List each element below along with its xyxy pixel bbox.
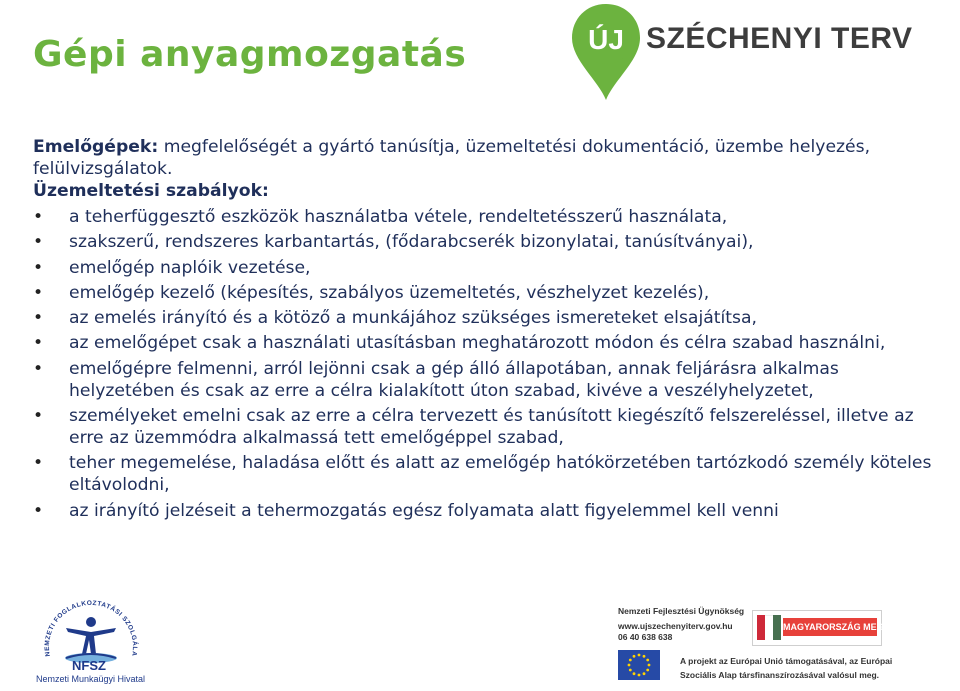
- intro-paragraph: [33, 136, 933, 180]
- bullet-icon: •: [33, 358, 44, 379]
- bullet-icon: •: [33, 406, 44, 427]
- intro-label: Emelőgépek:: [33, 137, 159, 157]
- svg-text:NEMZETI FOGLALKOZTATÁSI SZOLGÁ: [36, 596, 140, 657]
- rules-list: [33, 206, 933, 522]
- sponsor-footer: [618, 600, 960, 691]
- list-item: • teher megemelése, haladása előtt és alatt az emelőgép hatókörzetében tartózkodó személy köteles eltávolodni,: [33, 453, 932, 496]
- list-item: • szakszerű, rendszeres karbantartás, (fődarabcserék bizonylatai, tanúsítványai),: [33, 232, 754, 253]
- bullet-icon: •: [33, 308, 44, 329]
- list-item: • személyeket emelni csak az erre a célra tervezett és tanúsított kiegészítő felszereléssel, illetve az erre az üzemmódra alkalmassá tett emelőgéppel szabad,: [33, 406, 914, 449]
- map-pin-icon: [568, 2, 648, 102]
- logo-badge: ÚJ: [588, 24, 624, 55]
- logo-text: SZÉCHENYI TERV: [646, 22, 913, 55]
- eu-funding-text: A projekt az Európai Unió támogatásával, az Európai Szociális Alap társfinanszírozásával valósul meg.: [680, 656, 893, 680]
- list-item: • az emelőgépet csak a használati utasításban meghatározott módon és célra szabad használni,: [33, 333, 886, 354]
- campaign-label: MAGYARORSZÁG MEGÚJUL: [783, 618, 877, 636]
- nfsz-logo: [36, 596, 146, 691]
- list-item: • emelőgépre felmenni, arról lejönni csak a gép álló állapotában, annak feljárásra alkalmas helyzetében és csak az erre a célra kialakított úton szabad, kivéve a veszélyhelyzetet,: [33, 358, 839, 401]
- eu-flag-icon: [618, 650, 660, 680]
- list-item: • az irányító jelzéseit a tehermozgatás egész folyamata alatt figyelemmel kell venni: [33, 500, 779, 521]
- list-item: • a teherfüggesztő eszközök használatba vétele, rendeltetésszerű használata,: [33, 207, 728, 227]
- bullet-icon: •: [33, 453, 44, 474]
- bullet-icon: •: [33, 282, 44, 303]
- szechenyi-terv-logo: [568, 2, 913, 102]
- bullet-icon: •: [33, 257, 44, 278]
- bullet-icon: •: [33, 207, 44, 227]
- agency-phone: 06 40 638 638: [618, 632, 673, 642]
- nfsz-name: Nemzeti Munkaügyi Hivatal: [36, 674, 146, 684]
- list-item: • emelőgép naplóik vezetése,: [33, 257, 311, 278]
- campaign-badge: [752, 610, 908, 646]
- agency-name: Nemzeti Fejlesztési Ügynökség: [618, 606, 745, 616]
- bullet-icon: •: [33, 500, 44, 521]
- intro-text: megfelelőségét a gyártó tanúsítja, üzemeltetési dokumentáció, üzembe helyezés, felülvizsgálatok.: [33, 137, 871, 179]
- nfsz-ring-text: NEMZETI FOGLALKOZTATÁSI SZOLGÁLA: [43, 599, 139, 657]
- bullet-icon: •: [33, 232, 44, 253]
- main-content: [33, 136, 933, 525]
- rules-heading: Üzemeltetési szabályok:: [33, 181, 269, 201]
- nfsz-abbr: NFSZ: [72, 658, 106, 673]
- hungarian-flag-icon: [757, 615, 765, 640]
- agency-url: www.ujszechenyiterv.gov.hu: [618, 621, 733, 631]
- page-title: Gépi anyagmozgatás: [33, 34, 467, 75]
- bullet-icon: •: [33, 333, 44, 354]
- list-item: • az emelés irányító és a kötöző a munkájához szükséges ismereteket elsajátítsa,: [33, 308, 757, 329]
- list-item: • emelőgép kezelő (képesítés, szabályos üzemeltetés, vészhelyzet kezelés),: [33, 282, 710, 303]
